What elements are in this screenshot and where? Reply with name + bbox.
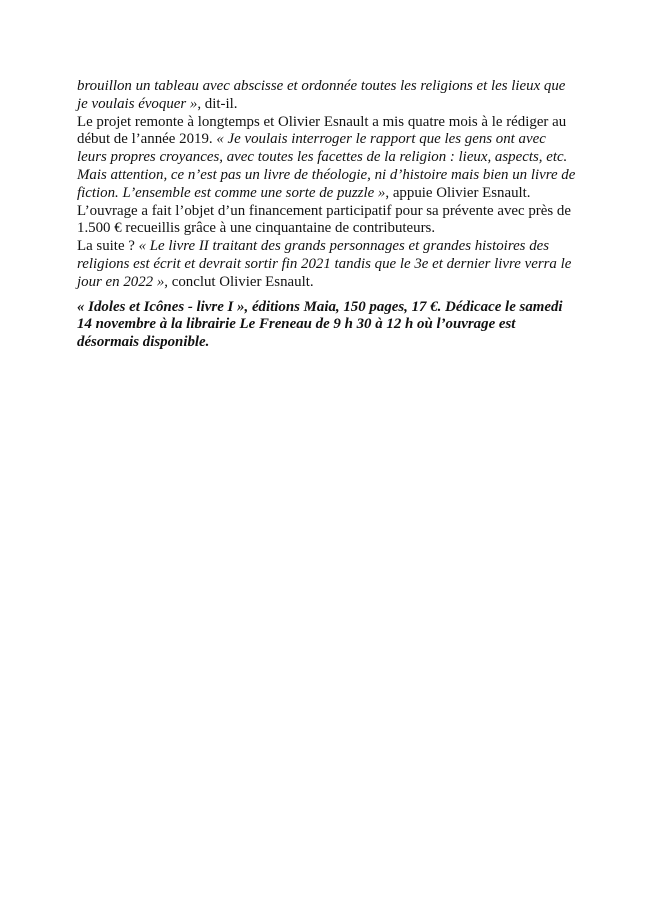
body-text: L’ouvrage a fait l’objet d’un financement participatif pour sa prévente avec près de 1.500 € recueillis grâce à une cinquantaine de contributeurs.	[77, 202, 571, 237]
quote-text: brouillon un tableau avec abscisse et ordonnée toutes les religions et les lieux que je voulais évoquer »	[77, 78, 566, 112]
attribution-text: , conclut Olivier Esnault.	[164, 273, 314, 290]
article-body	[77, 78, 577, 352]
body-text: Le projet remonte à longtemps et Olivier Esnault a mis quatre mois à le rédiger au début de l’année 2019.	[77, 113, 567, 148]
paragraph-project	[77, 114, 577, 203]
body-text: La suite ?	[77, 238, 139, 255]
paragraph-next	[77, 238, 577, 291]
book-info-footer: « Idoles et Icônes - livre I », éditions Maia, 150 pages, 17 €. Dédicace le samedi 14 novembre à la librairie Le Freneau de 9 h 30 à 12 h où l’ouvrage est désormais disponible.	[77, 298, 563, 351]
quote-text: « Je voulais interroger le rapport que les gens ont avec leurs propres croyances, avec toutes les facettes de la religion : lieux, aspects, etc. Mais attention, ce n’est pas un livre de théologie, ni d’histoire mais bien un livre de fiction. L’ensemble est comme une sorte de puzzle »	[77, 131, 576, 201]
paragraph-funding	[77, 203, 577, 239]
attribution-text: , dit-il.	[197, 95, 238, 112]
paragraph-quote-continuation	[77, 78, 577, 114]
attribution-text: , appuie Olivier Esnault.	[385, 184, 531, 201]
quote-text: « Le livre II traitant des grands personnages et grandes histoires des religions est écrit et devrait sortir fin 2021 tandis que le 3e et dernier livre verra le jour en 2022 »	[77, 238, 572, 290]
